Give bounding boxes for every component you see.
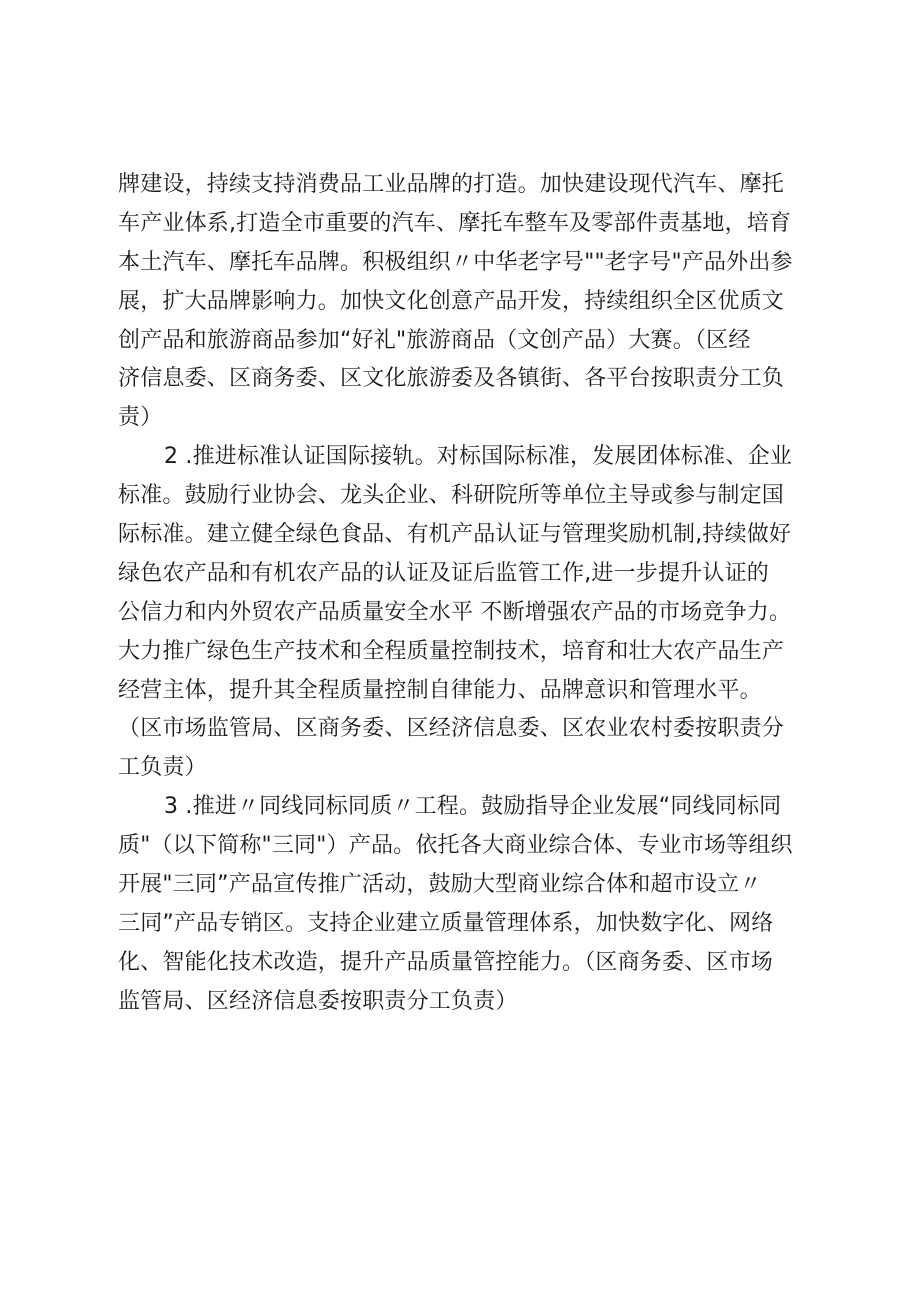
text-line: 公信力和内外贸农产品质量安全水平 不断增强农产品的市场竞争力。 [118, 599, 792, 625]
text-line: 标准。鼓励行业协会、龙头企业、科研院所等单位主导或参与制定国 [118, 483, 785, 509]
text-line: 质"（以下简称"三同"）产品。依托各大商业综合体、专业市场等组织 [118, 833, 793, 859]
text-line: 创产品和旅游商品参加“好礼"旅游商品（文创产品）大赛。（区经 [118, 327, 751, 353]
text-line: 车产业体系,打造全市重要的汽车、摩托车整车及零部件责基地，培育 [118, 210, 792, 236]
paragraph-heading-3: 3 .推进〃同线同标同质〃工程。鼓励指导企业发展“同线同标同 [164, 794, 782, 820]
text-line: 开展"三同”产品宣传推广活动，鼓励大型商业综合体和超市设立〃 [118, 872, 762, 898]
text-line: 经营主体，提升其全程质量控制自律能力、品牌意识和管理水平。 [118, 677, 762, 703]
text-line: 济信息委、区商务委、区文化旅游委及各镇街、各平台按职责分工负 [118, 366, 785, 392]
text-line: 牌建设，持续支持消费品工业品牌的打造。加快建设现代汽车、摩托 [118, 172, 785, 197]
text-line: 际标准。建立健全绿色食品、有机产品认证与管理奖励机制,持续做好 [118, 522, 792, 548]
text-line: 化、智能化技术改造，提升产品质量管控能力。（区商务委、区市场 [118, 949, 774, 975]
text-line: 工负责） [118, 755, 207, 781]
paragraph-heading-2: 2 .推进标准认证国际接轨。对标国际标准，发展团体标准、企业 [164, 444, 792, 470]
body-text [118, 166, 818, 1022]
text-line: 监管局、区经济信息委按职责分工负责） [118, 988, 518, 1014]
text-line: 三同”产品专销区。支持企业建立质量管理体系，加快数字化、网络 [118, 910, 774, 936]
text-line: （区市场监管局、区商务委、区经济信息委、区农业农村委按职责分 [118, 716, 785, 742]
text-line: 绿色农产品和有机农产品的认证及证后监管工作,进一步提升认证的 [118, 560, 769, 586]
text-line: 本土汽车、摩托车品牌。积极组织〃中华老字号""老字号"产品外出参 [118, 249, 793, 275]
text-line: 大力推广绿色生产技术和全程质量控制技术，培育和壮大农产品生产 [118, 638, 785, 664]
text-line: 展，扩大品牌影响力。加快文化创意产品开发，持续组织全区优质文 [118, 288, 785, 314]
text-line: 责） [118, 405, 163, 431]
